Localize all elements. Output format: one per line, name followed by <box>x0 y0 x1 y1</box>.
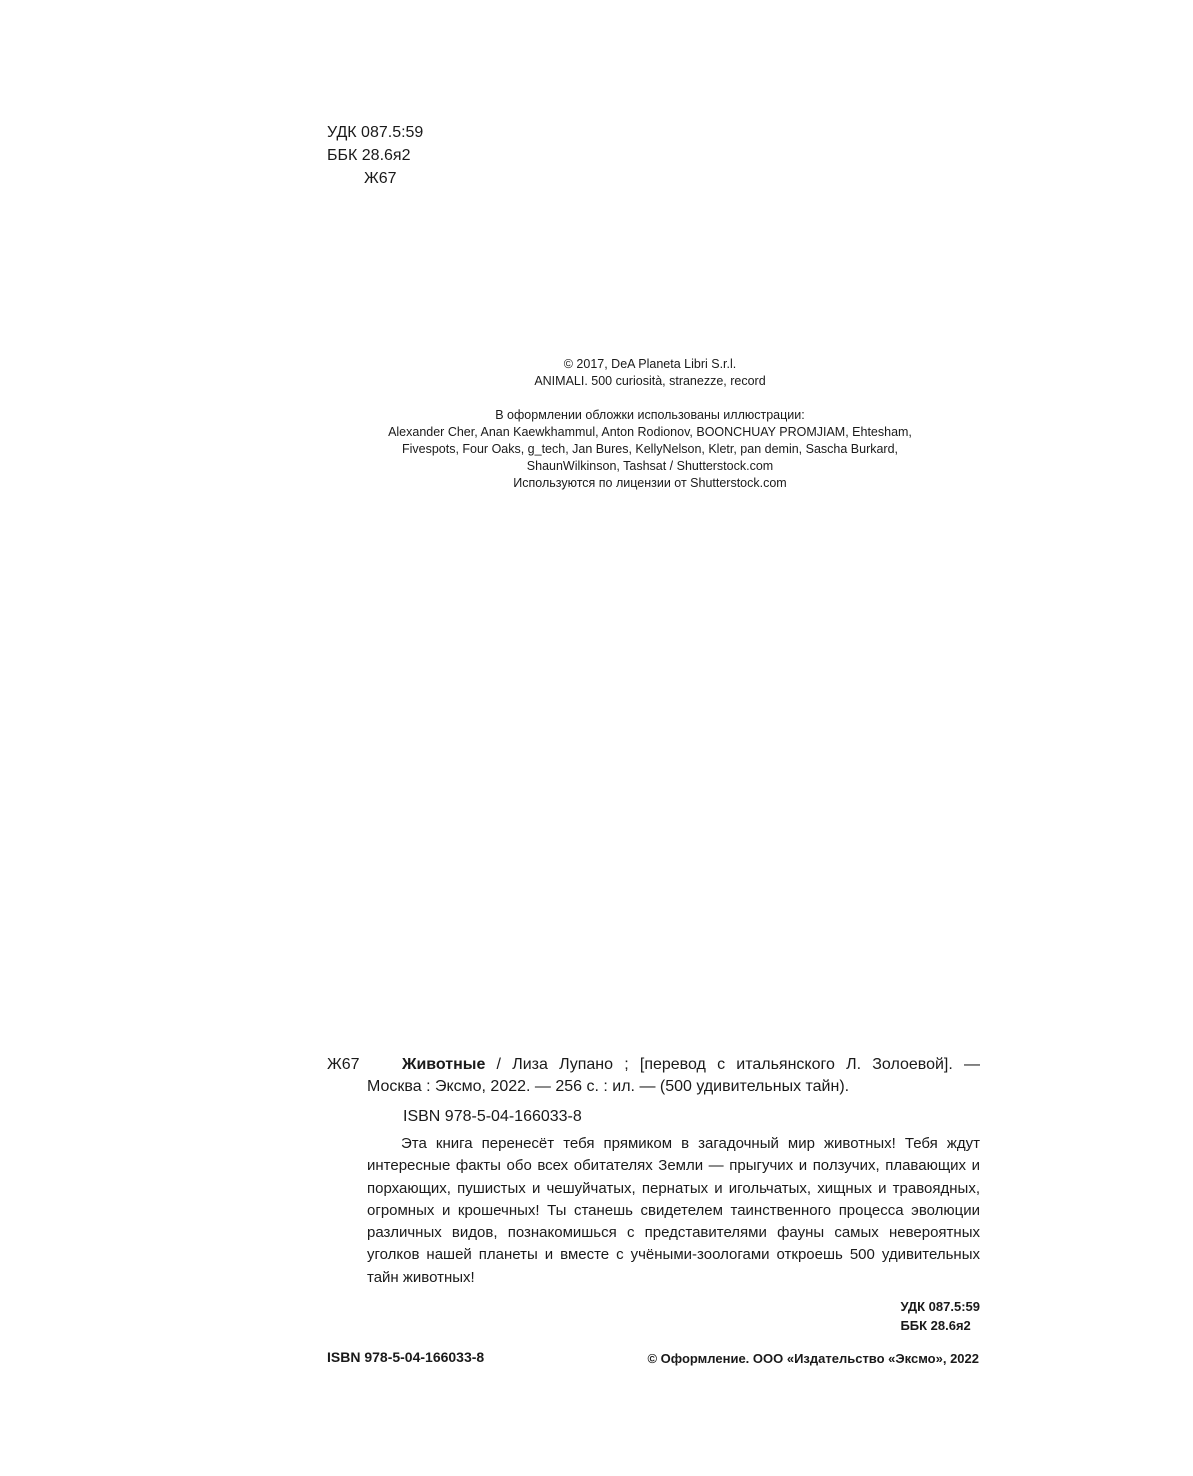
top-author-mark: Ж67 <box>364 170 397 187</box>
credits-block <box>150 356 1150 492</box>
top-udk-code: УДК 087.5:59 <box>327 124 424 141</box>
artists-line-2: Fivespots, Four Oaks, g_tech, Jan Bures, KellyNelson, Kletr, pan demin, Sascha Burkard, <box>401 442 899 456</box>
card-entry-line-2: Москва : Эксмо, 2022. — 256 с. : ил. — (500 удивительных тайн). <box>367 1078 850 1095</box>
card-isbn: ISBN 978-5-04-166033-8 <box>403 1108 582 1125</box>
top-classification-block <box>327 121 423 190</box>
bottom-copyright: © Оформление. ООО «Издательство «Эксмо», 2022 <box>647 1351 979 1366</box>
credits-spacer <box>150 390 1150 407</box>
card-author-mark: Ж67 <box>327 1056 360 1073</box>
card-entry-line-1 <box>367 1054 980 1076</box>
cover-note-line: В оформлении обложки использованы иллюстрации: <box>495 408 805 422</box>
artists-line-3: ShaunWilkinson, Tashsat / Shutterstock.com <box>526 459 774 473</box>
artists-line-1: Alexander Cher, Anan Kaewkhammul, Anton Rodionov, BOONCHUAY PROMJIAM, Ehtesham, <box>388 425 912 439</box>
bottom-bbk-code: ББК 28.6я2 <box>900 1318 971 1333</box>
card-entry <box>367 1054 980 1098</box>
original-title-line: ANIMALI. 500 curiosità, stranezze, record <box>534 374 766 388</box>
annotation-paragraph: Эта книга перенесёт тебя прямиком в загадочный мир животных! Тебя ждут интересные факты обо всех обитателях Земли — прыгучих и ползучих, плавающих и порхающих, пушистых и чешуйчатых, пернатых и игольчатых, хищных и травоядных, огромных и крошечных! Ты станешь свидетелем таинственного процесса эволюции различных видов, познакомишься с представителями фауны самых невероятных уголков нашей планеты и вместе с учёными-зоологами откроешь 500 удивительных тайн животных! <box>367 1135 980 1286</box>
bottom-udk-code: УДК 087.5:59 <box>900 1299 980 1314</box>
license-line: Используются по лицензии от Shutterstock.com <box>513 476 787 490</box>
copyright-line: © 2017, DeA Planeta Libri S.r.l. <box>563 357 737 371</box>
bottom-isbn: ISBN 978-5-04-166033-8 <box>327 1349 485 1365</box>
book-title: Животные <box>402 1056 486 1073</box>
card-entry-rest: / Лиза Лупано ; [перевод с итальянского Л. Золоевой]. — <box>485 1056 980 1073</box>
bottom-classification-block <box>900 1297 980 1335</box>
top-bbk-code: ББК 28.6я2 <box>327 147 411 164</box>
